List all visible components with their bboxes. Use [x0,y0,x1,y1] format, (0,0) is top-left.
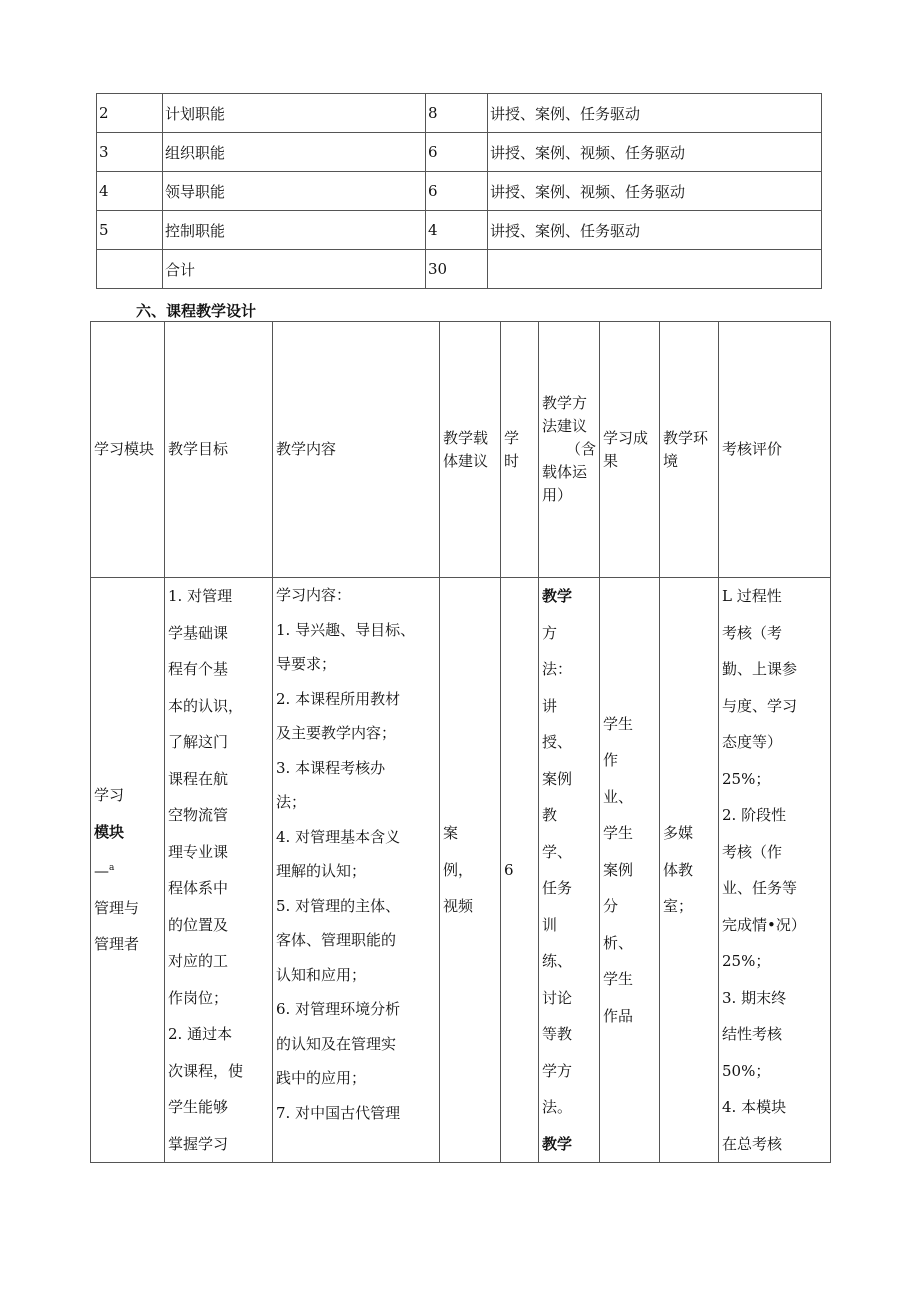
hours-table-row [97,94,822,133]
environment-line: 体教 [663,860,694,879]
objective-cell [165,578,273,1163]
header-objective: 教学目标 [165,322,273,578]
method-line: 讲 [542,696,558,715]
objective-line: 学基础课 [168,623,229,642]
cell-function: 计划职能 [163,94,426,133]
outcome-line: 析、 [603,933,634,952]
method-line: 学、 [542,842,573,861]
objective-line: 了解这门 [168,733,229,751]
assessment-line: 考核（考 [722,623,783,642]
cell-number: 3 [97,133,163,172]
outcome-cell [600,578,660,1163]
cell-function: 控制职能 [163,211,426,250]
method-line: 教 [542,806,558,824]
hours-table-row [97,211,822,250]
content-line: 法； [276,793,307,811]
environment-line: 多媒 [663,824,694,843]
hours-table-row [97,133,822,172]
method-line: 训 [542,915,558,934]
course-design-table [90,321,831,1163]
content-line: 4. 对管理基本含义 [276,827,401,846]
objective-line: 程体系中 [168,879,229,897]
assessment-line: 50%； [722,1061,771,1080]
cell-function: 合计 [163,250,426,289]
content-line: 5. 对管理的主体、 [276,896,401,915]
carrier-cell [440,578,501,1163]
header-row [91,322,831,578]
assessment-line: 业、任务等 [722,879,798,897]
content-line: 践中的应用； [276,1069,367,1087]
method-line: 案例 [542,769,573,788]
assessment-cell [719,578,831,1163]
header-module: 学习模块 [91,322,165,578]
objective-line: 本的认识， [168,696,244,715]
content-line: 1. 导兴趣、导目标、 [276,620,416,639]
method-line: 等教 [542,1025,573,1043]
cell-function: 组织职能 [163,133,426,172]
objective-line: 掌握学习 [168,1134,229,1153]
content-line: 认知和应用； [276,965,367,984]
objective-line: 作岗位； [168,988,229,1007]
objective-line: 2. 通过本 [168,1025,233,1043]
method-cell: 教学 方 法： 讲 授、 案例 教 学、 任务 训 练、 讨论 等教 学方 法。 教学 [539,578,600,1163]
method-line: 练、 [542,952,573,970]
content-line: 理解的认知； [276,862,367,880]
header-carrier: 教学载 体建议 [440,322,501,578]
method-line: 学方 [542,1061,573,1080]
outcome-line: 案例 [603,860,634,879]
outcome-line: 作品 [603,1006,634,1025]
hours-table-row [97,250,822,289]
assessment-line: 结性考核 [722,1025,783,1043]
module-row [91,578,831,1163]
section-heading: 六、课程教学设计 [136,302,257,320]
objective-line: 课程在航 [168,769,229,788]
outcome-line: 学生 [603,714,634,733]
module-cell: 学习 模块 —$^a$ 管理与 管理者 [91,578,165,1163]
method-line: 方 [542,623,558,642]
content-line: 导要求； [276,655,337,673]
objective-line: 次课程，使 [168,1061,244,1080]
cell-hours: 6 [426,133,488,172]
assessment-line: 勤、上课参 [722,660,798,678]
assessment-line: 态度等） [722,733,783,751]
course-hours-table [96,93,822,289]
cell-method: 讲授、案例、任务驱动 [488,211,822,250]
cell-hours: 30 [426,250,488,289]
carrier-line: 视频 [443,897,474,916]
header-assessment: 考核评价 [719,322,831,578]
objective-line: 学生能够 [168,1098,229,1116]
objective-line: 对应的工 [168,952,229,970]
carrier-line: 例， [443,860,474,879]
environment-cell [660,578,719,1163]
content-cell [273,578,440,1163]
assessment-line: 25%； [722,952,771,970]
objective-line: 程有个基 [168,660,229,678]
objective-line: 1. 对管理 [168,587,233,605]
environment-line: 室； [663,897,694,916]
assessment-line: 3. 期末终 [722,988,787,1007]
header-outcome: 学习成 果 [600,322,660,578]
content-line: 客体、管理职能的 [276,931,397,949]
content-line: 7. 对中国古代管理 [276,1103,401,1122]
content-line: 及主要教学内容； [276,724,397,742]
outcome-line: 学生 [603,824,634,843]
method-line: 讨论 [542,988,573,1007]
content-line: 的认知及在管理实 [276,1034,397,1053]
cell-hours: 6 [426,172,488,211]
outcome-line: 学生 [603,970,634,989]
method-line: 授、 [542,733,573,751]
cell-method [488,250,822,289]
header-hours: 学 时 [501,322,539,578]
cell-method: 讲授、案例、视频、任务驱动 [488,172,822,211]
assessment-line: 4. 本模块 [722,1098,787,1116]
objective-line: 空物流管 [168,806,229,824]
assessment-line: 完成情•况） [722,915,806,934]
outcome-line: 作 [603,751,619,770]
hours-table-row [97,172,822,211]
assessment-line: 在总考核 [722,1134,783,1153]
content-line: 学习内容： [276,586,352,604]
assessment-line: 考核（作 [722,842,783,861]
carrier-line: 案 [443,824,459,843]
objective-line: 的位置及 [168,915,229,934]
header-environment: 教学环 境 [660,322,719,578]
assessment-line: 2. 阶段性 [722,806,787,824]
content-line: 2. 本课程所用教材 [276,689,401,708]
method-line: 法： [542,660,573,678]
cell-number [97,250,163,289]
assessment-line: L 过程性 [722,587,782,605]
cell-number: 4 [97,172,163,211]
cell-method: 讲授、案例、视频、任务驱动 [488,133,822,172]
cell-number: 5 [97,211,163,250]
method-line: 任务 [542,879,573,897]
method-line: 法。 [542,1098,573,1116]
cell-method: 讲授、案例、任务驱动 [488,94,822,133]
outcome-line: 业、 [603,787,634,806]
content-line: 3. 本课程考核办 [276,758,386,777]
objective-line: 理专业课 [168,842,229,861]
cell-number: 2 [97,94,163,133]
header-method: 教学方 法建议 （含 载体运 用） [539,322,600,578]
assessment-line: 与度、学习 [722,696,798,715]
header-content: 教学内容 [273,322,440,578]
outcome-line: 分 [603,897,619,916]
cell-function: 领导职能 [163,172,426,211]
hours-cell: 6 [501,578,539,1163]
cell-hours: 8 [426,94,488,133]
assessment-line: 25%； [722,769,771,788]
content-line: 6. 对管理环境分析 [276,1000,401,1018]
cell-hours: 4 [426,211,488,250]
